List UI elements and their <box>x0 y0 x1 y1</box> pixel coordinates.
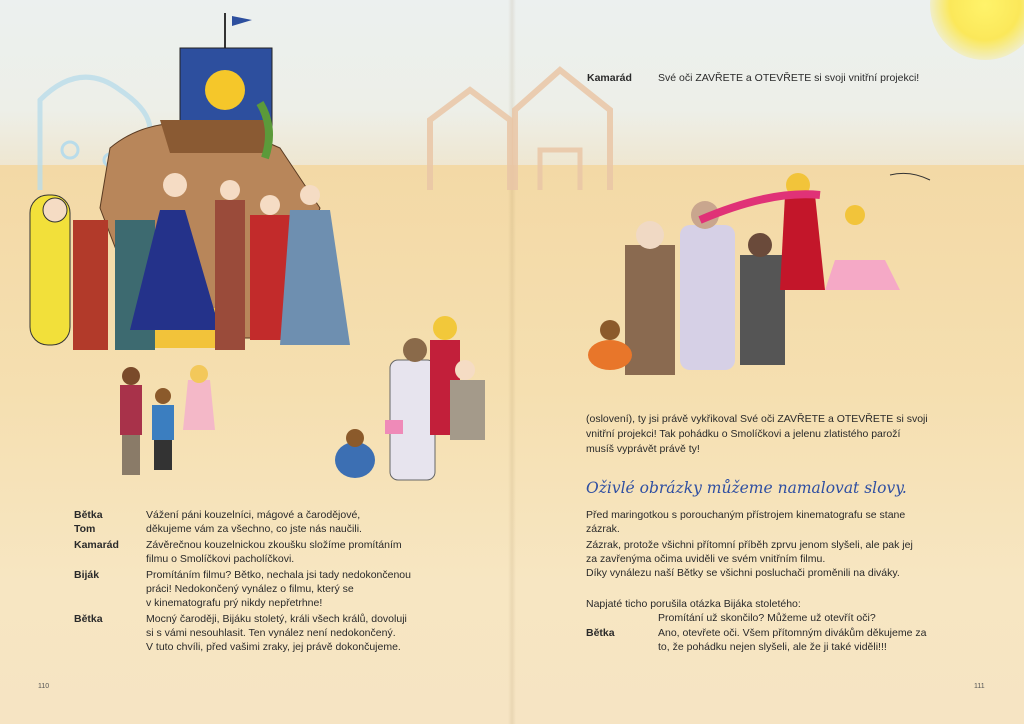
children-group-icon <box>110 360 230 480</box>
right-character-group-icon <box>580 150 960 390</box>
top-speaker: Kamarád <box>587 72 632 84</box>
speaker-betka-1: Bětka <box>74 509 103 521</box>
speaker-bijak: Biják <box>74 569 100 581</box>
dialogue-line: si s vámi nesouhlasit. Ten vynález není nedokončený. <box>146 627 396 639</box>
final-speaker: Bětka <box>586 627 615 639</box>
speaker-kamarad: Kamarád <box>74 539 119 551</box>
dialogue-line: Vážení páni kouzelníci, mágové a čarodějové, <box>146 509 361 521</box>
narration-line: Díky vynálezu naší Bětky se všichni posluchači proměnili na diváky. <box>586 567 900 579</box>
speaker-betka-2: Bětka <box>74 613 103 625</box>
character-group-icon <box>25 150 365 360</box>
dialogue-line: děkujeme vám za všechno, co jste nás naučili. <box>146 523 362 535</box>
question-intro: Napjaté ticho porušila otázka Bijáka stoletého: <box>586 598 801 610</box>
paragraph-line: vnitřní projekci! Tak pohádku o Smolíčkovi a jelenu zlatistého paroží <box>586 428 901 440</box>
dialogue-line: Závěrečnou kouzelnickou zkoušku složíme promítáním <box>146 539 402 551</box>
dialogue-line: Promítáním filmu? Bětko, nechala jsi tady nedokončenou <box>146 569 411 581</box>
family-group-icon <box>330 310 500 490</box>
dialogue-line: práci! Nedokončený vynález o filmu, který se <box>146 583 354 595</box>
speaker-tom: Tom <box>74 523 96 535</box>
top-line-text: Své oči ZAVŘETE a OTEVŘETE si svoji vnitřní projekci! <box>658 72 920 84</box>
paragraph-line: musíš vyprávět právě ty! <box>586 443 700 455</box>
paragraph-line: (oslovení), ty jsi právě vykřikoval Své oči ZAVŘETE a OTEVŘETE si svoji <box>586 413 928 425</box>
dialogue-line: v kinematografu prý nikdy nepřetrhne! <box>146 597 323 609</box>
final-line: Ano, otevřete oči. Všem přítomným divákům děkujeme za <box>658 627 927 639</box>
page-number-left: 110 <box>38 683 50 690</box>
dialogue-line: Mocný čaroději, Bijáku stoletý, králi všech králů, dovoluji <box>146 613 407 625</box>
page-number-right: 111 <box>974 683 985 690</box>
section-heading: Oživlé obrázky můžeme namalovat slovy. <box>586 479 907 497</box>
narration-line: Před maringotkou s porouchaným přístrojem kinematografu se stane <box>586 509 906 521</box>
narration-line: Zázrak, protože všichni přítomní příběh zprvu jenom slyšeli, ale pak jej <box>586 539 913 551</box>
narration-line: zázrak. <box>586 523 620 535</box>
final-line: to, že pohádku nejen slyšeli, ale že ji také viděli!!! <box>658 641 887 653</box>
question-line: Promítání už skončilo? Můžeme už otevřít oči? <box>658 612 876 624</box>
dialogue-line: filmu o Smolíčkovi pacholíčkovi. <box>146 553 295 565</box>
narration-line: za zavřenýma očima uviděli ve svém vnitřním filmu. <box>586 553 826 565</box>
dialogue-line: V tuto chvíli, před vašimi zraky, jej právě dokončujeme. <box>146 641 401 653</box>
